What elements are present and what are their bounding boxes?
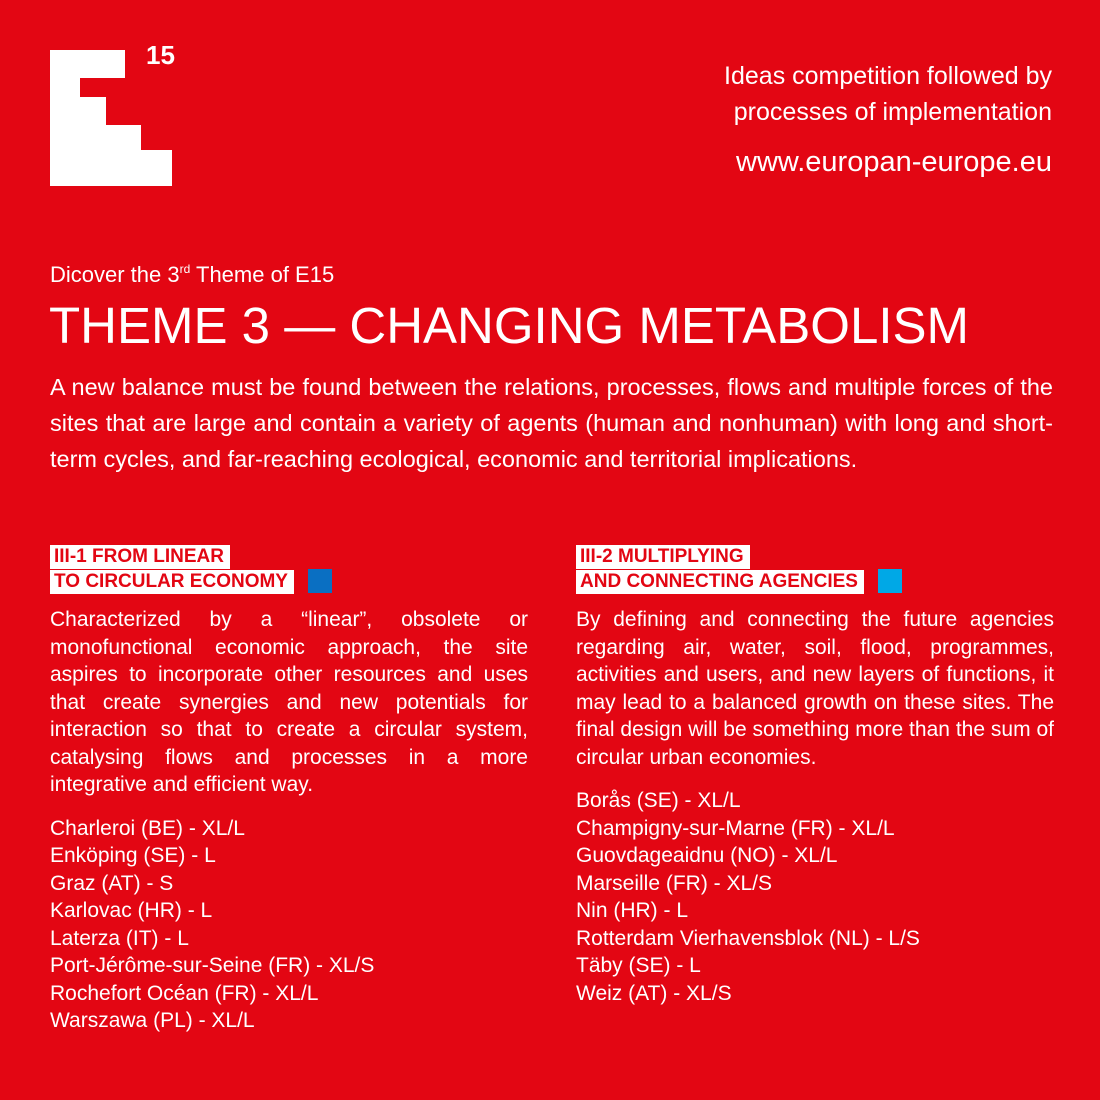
site-item: Borås (SE) - XL/L: [576, 789, 741, 812]
site-item: Laterza (IT) - L: [50, 926, 189, 950]
logo-number: 15: [146, 40, 175, 70]
color-swatch: [878, 569, 902, 593]
section-description: By defining and connecting the future agencies regarding air, water, soil, flood, programmes, activities and users, and new layers of functions, it may lead to a balanced growth on these sites. The final design will be something more than the sum of circular urban economies.: [576, 608, 1054, 769]
site-list: [50, 815, 528, 1035]
section-heading-line-1: III-2 MULTIPLYING: [576, 545, 750, 569]
site-item: Täby (SE) - L: [576, 954, 701, 977]
discover-subtitle: [50, 254, 334, 290]
site-item: Karlovac (HR) - L: [50, 899, 213, 922]
site-list: [576, 787, 1054, 1007]
site-item: Warszawa (PL) - XL/L: [50, 1009, 255, 1032]
site-item: Nin (HR) - L: [576, 899, 689, 922]
site-item: Rotterdam Vierhavensblok (NL) - L/S: [576, 926, 920, 950]
site-item: Rochefort Océan (FR) - XL/L: [50, 981, 319, 1005]
tagline-line-1: Ideas competition followed by: [724, 62, 1052, 90]
discover-ordinal: rd: [179, 262, 191, 276]
site-item: Graz (AT) - S: [50, 871, 174, 895]
section-heading-line-2: AND CONNECTING AGENCIES: [576, 570, 864, 594]
color-swatch: [308, 569, 332, 593]
section-heading-line-1: III-1 FROM LINEAR: [50, 545, 230, 569]
site-item: Port-Jérôme-sur-Seine (FR) - XL/S: [50, 954, 375, 977]
section-linear-to-circular: [50, 542, 528, 1035]
discover-prefix: Dicover the 3: [50, 262, 180, 287]
section-heading-line-2: TO CIRCULAR ECONOMY: [50, 570, 294, 594]
tagline: [572, 58, 1052, 130]
site-item: Guovdageaidnu (NO) - XL/L: [576, 844, 838, 867]
intro-paragraph: A new balance must be found between the relations, processes, flows and multiple forces of the sites that are large and contain a variety of agents (human and nonhuman) with long and short-term cycles, and far-reaching ecological, economic and territorial implications.: [50, 374, 1053, 472]
page-title: THEME 3 — CHANGING METABOLISM: [49, 297, 969, 354]
site-item: Marseille (FR) - XL/S: [576, 871, 773, 895]
site-item: Enköping (SE) - L: [50, 844, 216, 867]
section-description: Characterized by a “linear”, obsolete or monofunctional economic approach, the site aspires to incorporate other resources and uses that create synergies and new potentials for interaction so that to create a circular system, catalysing flows and processes in a more integrative and efficient way.: [50, 608, 528, 796]
section-multiplying-agencies: [576, 542, 1054, 1007]
tagline-line-2: processes of implementation: [733, 98, 1052, 126]
section-heading: [50, 542, 528, 594]
site-item: Champigny-sur-Marne (FR) - XL/L: [576, 816, 895, 840]
site-item: Charleroi (BE) - XL/L: [50, 816, 245, 840]
section-heading: [576, 542, 1054, 594]
site-item: Weiz (AT) - XL/S: [576, 981, 732, 1005]
website-link[interactable]: www.europan-europe.eu: [736, 146, 1052, 178]
discover-suffix: Theme of E15: [190, 262, 335, 287]
